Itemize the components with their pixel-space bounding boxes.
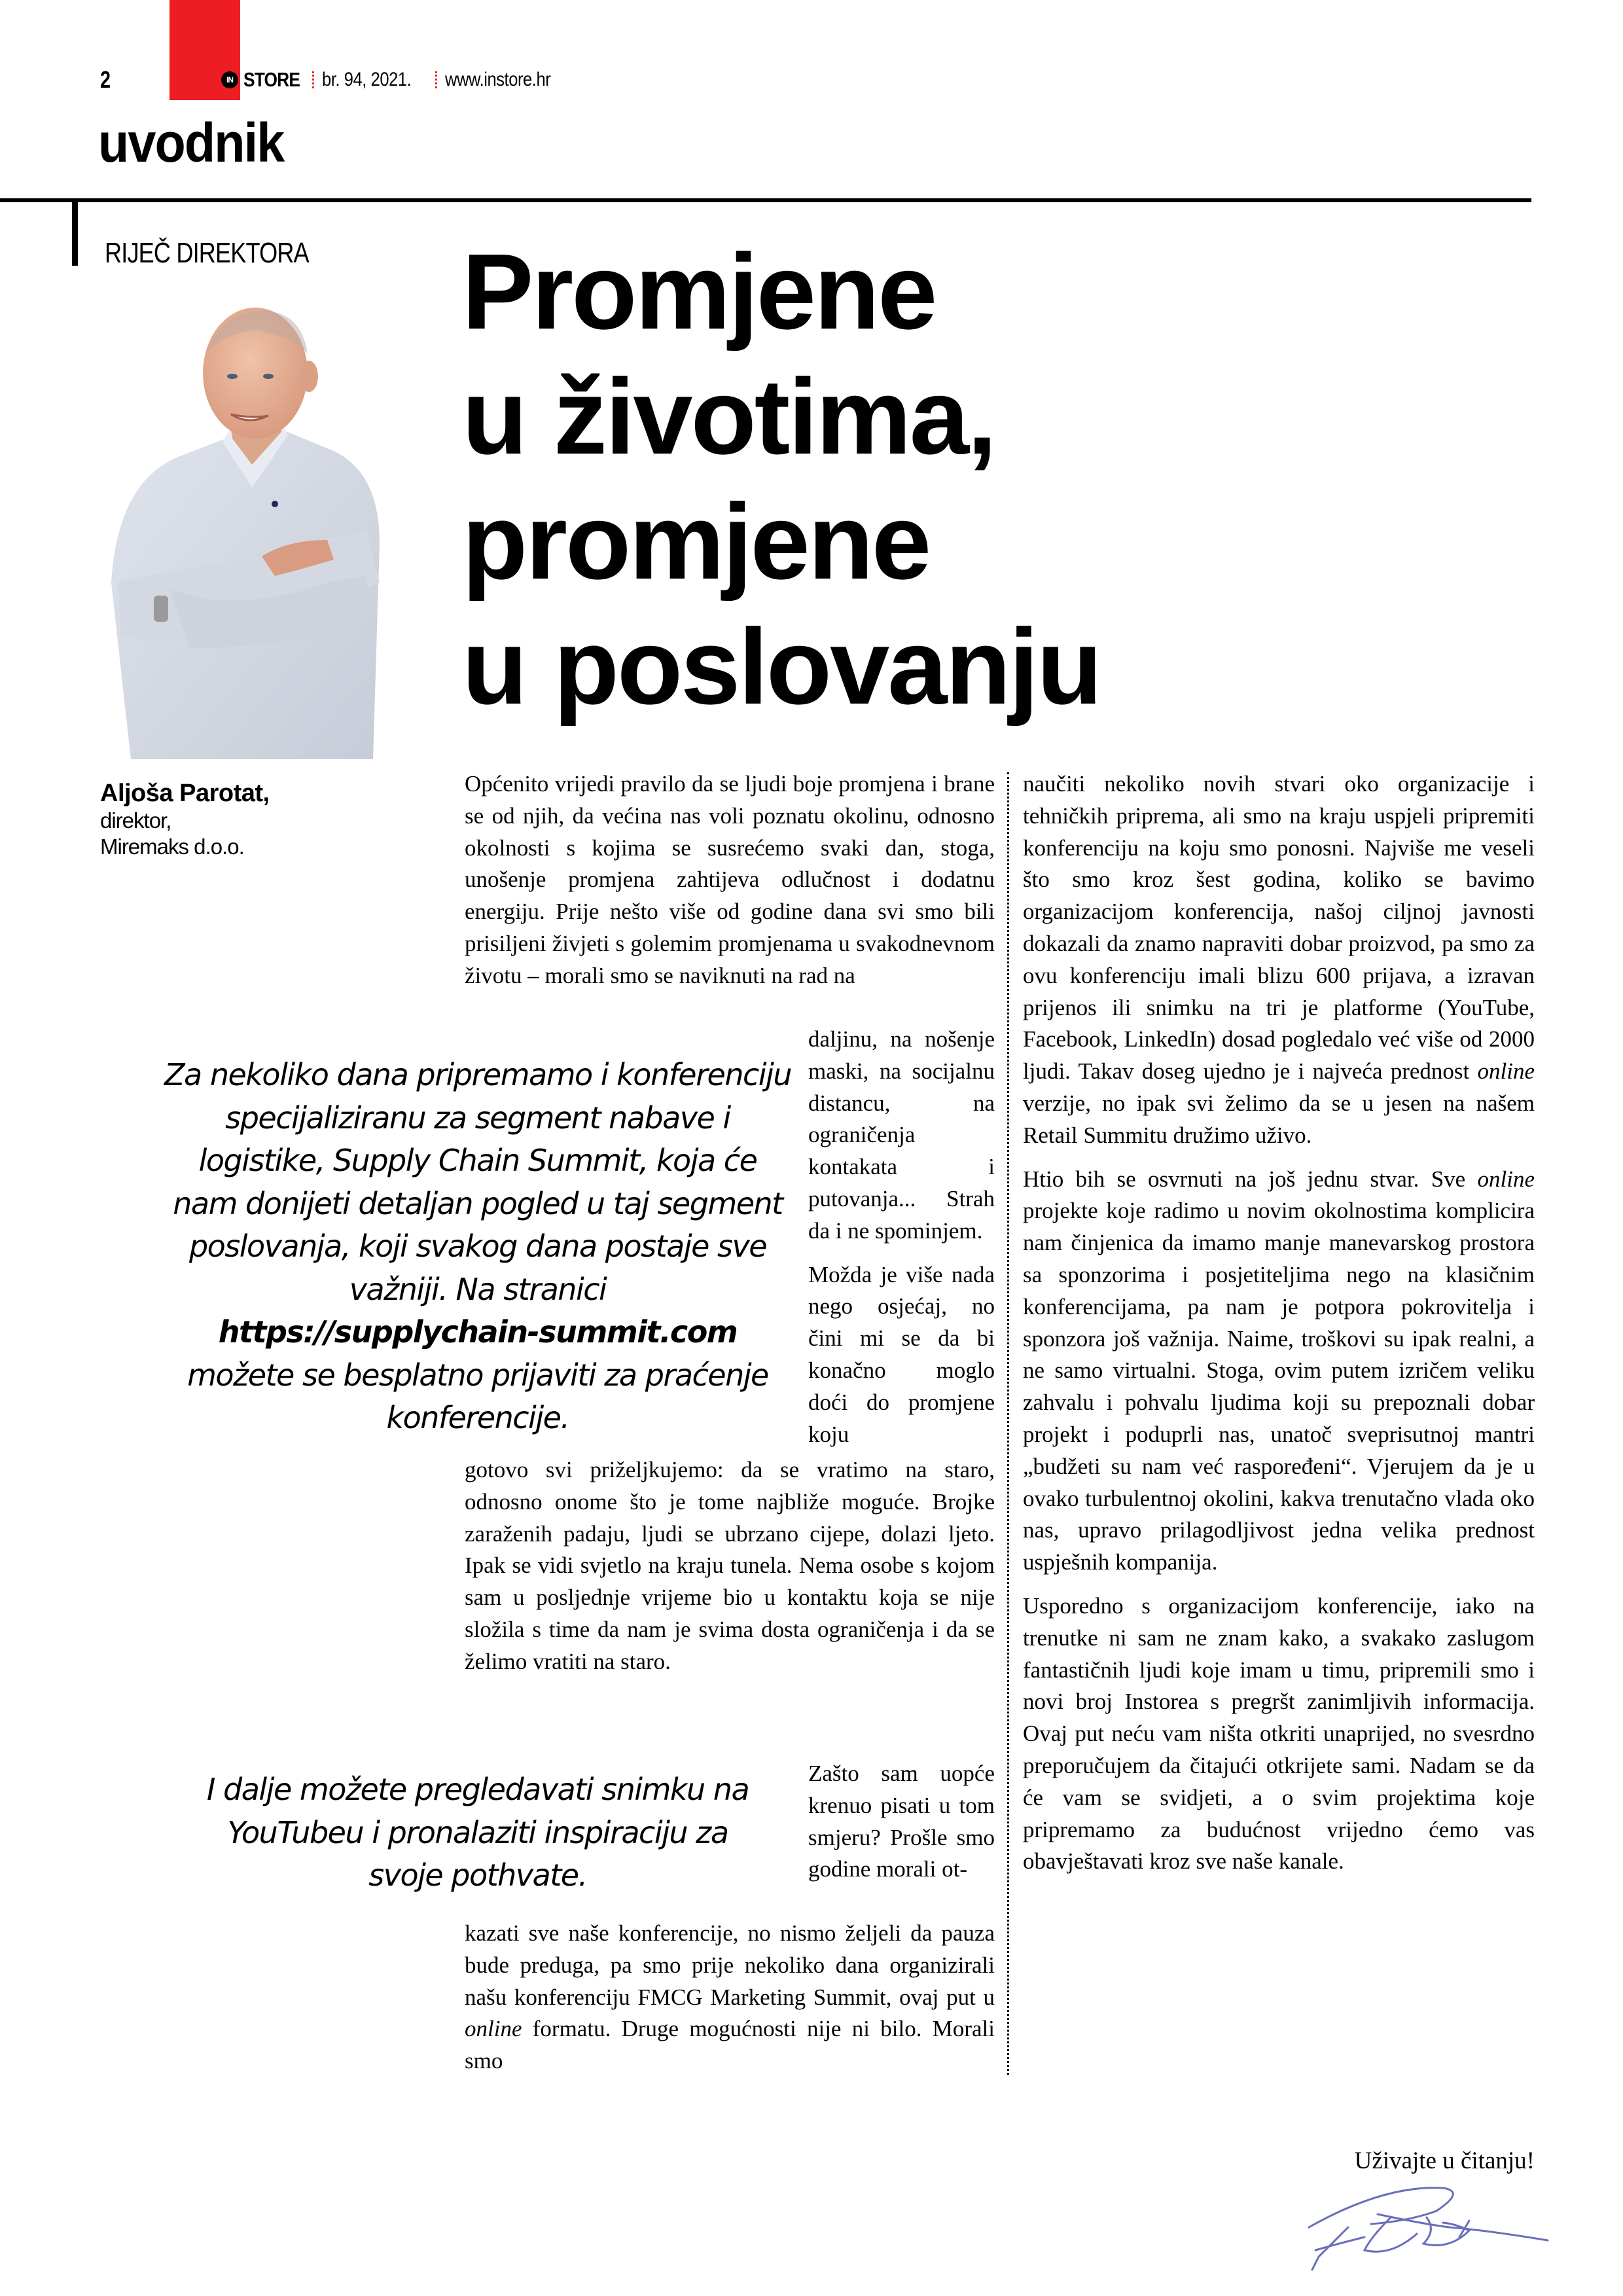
headline-line: Promjene (462, 232, 936, 351)
paragraph: Zašto sam uopće krenuo pisati u tom smjeru? Prošle smo godine morali ot- (808, 1761, 995, 1882)
instore-logo-icon: IN (221, 71, 238, 88)
headline-line: promjene (462, 482, 930, 601)
text-run: projekte koje radimo u novim okolnostima komplicira nam činjenica da imamo manje manevarskog prostora sa sponzorima i posjetiteljima nego na klasičnim konferencijama, pa nam je potpora pokrovitelja i sponzora još važnija. Naime, troškovi su ipak realni, a ne samo virtualni. Stoga, ovim putem izričem veliku zahvalu i pohvalu ljudima koji su prepoznali dobar projekt i poduprli nas, unatoč sveprisutnoj mantri „budžeti su nam već raspoređeni“. Vjerujem da je u ovako turbulentnoj okolini, kakva trenutačno vlada oko nas, upravo prilagodljivost jedna velika prednost uspješnih kompanija. (1023, 1198, 1535, 1575)
author-byline (100, 779, 270, 860)
pull-quote-youtube (190, 1768, 766, 1897)
kicker-bar (72, 202, 78, 266)
issue-number: br. 94, 2021. (322, 69, 412, 90)
headline-line: u poslovanju (462, 607, 1101, 726)
article-headline (462, 229, 1247, 729)
body-column-2-narrow (808, 1024, 995, 1450)
kicker-label: RIJEČ DIREKTORA (105, 237, 309, 269)
supply-chain-summit-link[interactable]: https://supplychain-summit.com (218, 1314, 738, 1350)
column-divider (1007, 772, 1009, 2075)
text-run: Htio bih se osvrnuti na još jednu stvar. Sve (1023, 1166, 1478, 1192)
emphasis: online (1477, 1166, 1535, 1192)
dotted-separator (435, 71, 437, 88)
magazine-name: STORE (243, 68, 300, 91)
page-number: 2 (100, 66, 111, 93)
headline-line: u životima, (462, 357, 995, 476)
text-run: verzije, no ipak svi želimo da se u jesen na našem Retail Summitu družimo uživo. (1023, 1090, 1535, 1148)
paragraph: Općenito vrijedi pravilo da se ljudi boje promjena i brane se od njih, da većina nas voli poznatu okolinu, odnosno okolnosti s kojima se susrećemo svaki dan, stoga, unošenje promjena zahtijeva odlučnost i dodatnu energiju. Prije nešto više od godine dana svi smo bili prisiljeni živjeti s golemim promjenama u svakodnevnom životu – morali smo se naviknuti na rad na (465, 771, 995, 988)
text-run: kazati sve naše konferencije, no nismo željeli da pauza bude preduga, pa smo prije nekoliko dana organizirali našu konferenciju FMCG Marketing Summit, ovaj put u (465, 1920, 995, 2010)
paragraph: gotovo svi priželjkujemo: da se vratimo na staro, odnosno onome što je tome najbliže moguće. Brojke zaraženih padaju, ljudi se ubrzano cijepe, dolazi ljeto. Ipak se vidi svjetlo na kraju tunela. Nema osobe s kojom sam u posljednje vrijeme bio u kontaktu koja se nije složila s time da nam je svima dosta ograničenja i da se želimo vratiti na staro. (465, 1457, 995, 1674)
emphasis: online (465, 2016, 522, 2042)
handwritten-signature-icon (1293, 2172, 1567, 2276)
paragraph (1023, 1164, 1535, 1579)
author-photo (92, 308, 399, 759)
author-role: direktor, (100, 808, 171, 833)
portrait-photo-icon (92, 308, 399, 759)
text-run: naučiti nekoliko novih stvari oko organizacije i tehničkih priprema, ali smo na kraju uspjeli pripremiti konferenciju na koju smo ponosni. Najviše me veseli što smo kroz šest godina, koliko se bavimo organizacijom konferencija, našoj ciljnoj javnosti dokazali da znamo napraviti dobar proizvod, pa smo za ovu konferenciju imali blizu 600 prijava, a izravan prijenos ili snimku na tri je platforme (YouTube, Facebook, LinkedIn) dosad pogledalo već više od 2000 ljudi. Takav doseg ujedno je i najveća prednost (1023, 771, 1535, 1085)
paragraph: Usporedno s organizacijom konferencije, iako na trenutke ni sam ne znam kako, a svakako zaslugom fantastičnih ljudi koje imam u timu, pripremili smo i novi broj Instorea s pregršt zanimljivih informacija. Ovaj put neću vam ništa otkriti unaprijed, no svesrdno preporučujem da čitajući otkrijete sami. Nadam se da će vam se svidjeti, a o svim projektima koje pripremamo za budućnost vrijedno ćemo vas obavještavati kroz sve naše kanale. (1023, 1592, 1535, 1874)
masthead (221, 67, 569, 93)
paragraph: daljinu, na nošenje maski, na socijalnu distancu, na ograničenja kontakata i putovanja... Strah da i ne spominjem. (808, 1026, 995, 1244)
body-column-2-top (465, 768, 995, 992)
pull-quote-text: možete se besplatno prijaviti za praćenje konferencije. (187, 1357, 768, 1435)
body-column-2-narrow-lower (808, 1758, 995, 1886)
pull-quote-text: I dalje možete pregledavati snimku na YouTubeu i pronalaziti inspiraciju za svoje pothvate. (206, 1772, 749, 1893)
author-company: Miremaks d.o.o. (100, 834, 244, 859)
paragraph (1023, 768, 1535, 1152)
closing-line: Uživajte u čitanju! (1354, 2147, 1535, 2174)
emphasis: online (1477, 1058, 1535, 1085)
pull-quote-supply-chain (164, 1054, 792, 1440)
body-column-2-mid (465, 1454, 995, 1678)
paragraph (465, 1918, 995, 2077)
text-run: formatu. Druge mogućnosti nije ni bilo. Morali smo (465, 2016, 995, 2074)
section-title: uvodnik (98, 112, 284, 173)
website-link[interactable]: www.instore.hr (444, 69, 550, 90)
dotted-separator (312, 71, 314, 88)
body-column-2-bottom (465, 1918, 995, 2077)
paragraph: Možda je više nada nego osjećaj, no čini mi se da bi konačno moglo doći do promjene koju (808, 1261, 995, 1447)
signature (1293, 2172, 1567, 2276)
author-name: Aljoša Parotat, (100, 780, 270, 807)
pull-quote-text: Za nekoliko dana pripremamo i konferenciju specijaliziranu za segment nabave i logistike, Supply Chain Summit, koja će nam donijeti detaljan pogled u taj segment poslovanja, koji svakog dana postaje sve važniji. Na stranici (164, 1057, 791, 1307)
header-rule (0, 198, 1531, 202)
body-column-3 (1023, 768, 1535, 1878)
